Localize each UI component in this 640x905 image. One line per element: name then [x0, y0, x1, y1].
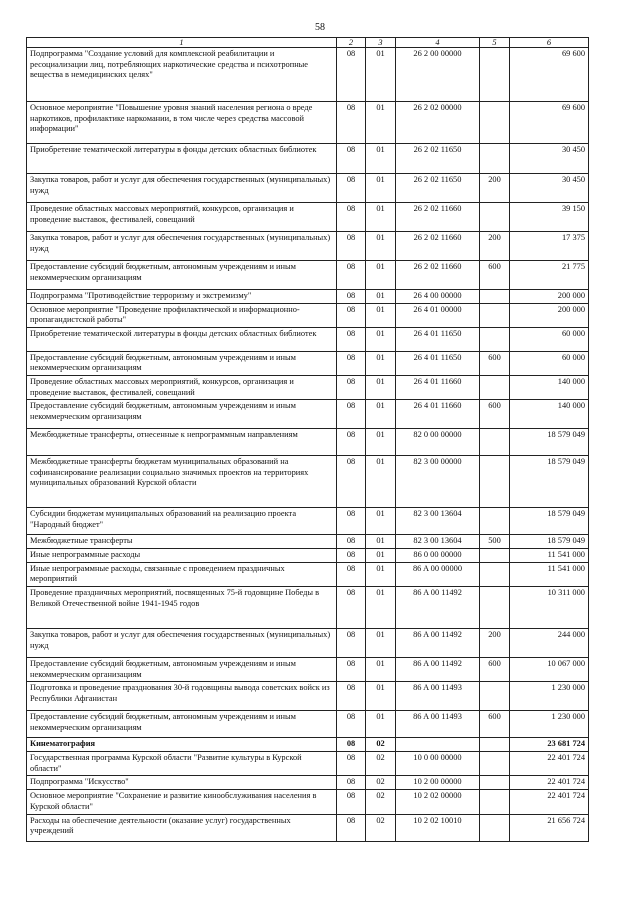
- cell-vr: 200: [480, 628, 510, 657]
- cell-vr: 500: [480, 535, 510, 549]
- cell-vr: [480, 303, 510, 327]
- cell-name: Закупка товаров, работ и услуг для обеспечения государственных (муниципальных) нужд: [27, 628, 337, 657]
- cell-sum: 244 000: [510, 628, 589, 657]
- table-row: [27, 456, 589, 508]
- cell-vr: [480, 508, 510, 535]
- cell-csr: 26 2 02 11650: [396, 144, 480, 174]
- table-row: [27, 102, 589, 144]
- cell-csr: 86 A 00 11493: [396, 711, 480, 738]
- cell-pr: 01: [366, 657, 396, 681]
- cell-pr: 01: [366, 562, 396, 586]
- cell-pr: 01: [366, 48, 396, 102]
- cell-rz: 08: [337, 290, 366, 304]
- cell-vr: [480, 102, 510, 144]
- cell-vr: [480, 682, 510, 711]
- cell-rz: 08: [337, 682, 366, 711]
- table-row: [27, 790, 589, 814]
- cell-name: Межбюджетные трансферты бюджетам муниципальных образований на софинансирование реализации социально значимых проектов на территориях муниципальных образований Курской области: [27, 456, 337, 508]
- table-row: [27, 738, 589, 752]
- cell-sum: 1 230 000: [510, 711, 589, 738]
- cell-rz: 08: [337, 657, 366, 681]
- cell-vr: [480, 290, 510, 304]
- cell-vr: 600: [480, 261, 510, 290]
- cell-pr: 01: [366, 351, 396, 375]
- table-row: [27, 429, 589, 456]
- cell-sum: 18 579 049: [510, 535, 589, 549]
- column-number-row: [27, 38, 589, 48]
- table-row: [27, 814, 589, 841]
- cell-sum: 21 656 724: [510, 814, 589, 841]
- cell-rz: 08: [337, 303, 366, 327]
- cell-pr: 01: [366, 290, 396, 304]
- cell-pr: 01: [366, 429, 396, 456]
- cell-vr: [480, 48, 510, 102]
- cell-sum: 11 541 000: [510, 548, 589, 562]
- cell-name: Подготовка и проведение празднования 30-й годовщины вывода советских войск из Республики Афганистан: [27, 682, 337, 711]
- cell-sum: 23 681 724: [510, 738, 589, 752]
- cell-sum: 21 775: [510, 261, 589, 290]
- cell-rz: 08: [337, 400, 366, 429]
- cell-vr: 600: [480, 711, 510, 738]
- cell-sum: 17 375: [510, 232, 589, 261]
- cell-vr: [480, 562, 510, 586]
- cell-name: Подпрограмма "Создание условий для комплексной реабилитации и ресоциализации лиц, потребляющих наркотические средства и психотропные вещества в немедицинских целях": [27, 48, 337, 102]
- cell-name: Основное мероприятие "Сохранение и развитие кинообслуживания населения в Курской области": [27, 790, 337, 814]
- cell-csr: 26 4 01 11660: [396, 375, 480, 399]
- cell-vr: [480, 456, 510, 508]
- cell-vr: 600: [480, 657, 510, 681]
- cell-name: Предоставление субсидий бюджетным, автономным учреждениям и иным некоммерческим организациям: [27, 657, 337, 681]
- cell-vr: [480, 752, 510, 776]
- table-row: [27, 48, 589, 102]
- table-row: [27, 548, 589, 562]
- column-number-2: 2: [337, 38, 366, 48]
- table-row: [27, 711, 589, 738]
- cell-rz: 08: [337, 174, 366, 203]
- table-row: [27, 327, 589, 351]
- cell-csr: 86 A 00 11492: [396, 657, 480, 681]
- cell-vr: 600: [480, 351, 510, 375]
- cell-sum: 30 450: [510, 144, 589, 174]
- table-row: [27, 400, 589, 429]
- cell-rz: 08: [337, 562, 366, 586]
- cell-csr: 86 A 00 11492: [396, 586, 480, 628]
- cell-name: Подпрограмма "Искусство": [27, 776, 337, 790]
- cell-sum: 140 000: [510, 400, 589, 429]
- table-row: [27, 261, 589, 290]
- cell-sum: 200 000: [510, 290, 589, 304]
- cell-csr: 82 3 00 13604: [396, 508, 480, 535]
- cell-name: Межбюджетные трансферты, отнесенные к непрограммным направлениям: [27, 429, 337, 456]
- cell-pr: 01: [366, 261, 396, 290]
- cell-pr: 01: [366, 144, 396, 174]
- table-row: [27, 628, 589, 657]
- table-row: [27, 752, 589, 776]
- column-number-5: 5: [480, 38, 510, 48]
- cell-pr: 01: [366, 711, 396, 738]
- table-row: [27, 586, 589, 628]
- cell-rz: 08: [337, 790, 366, 814]
- cell-name: Предоставление субсидий бюджетным, автономным учреждениям и иным некоммерческим организациям: [27, 351, 337, 375]
- cell-vr: [480, 814, 510, 841]
- cell-pr: 02: [366, 790, 396, 814]
- cell-rz: 08: [337, 752, 366, 776]
- cell-name: Иные непрограммные расходы, связанные с проведением праздничных мероприятий: [27, 562, 337, 586]
- cell-sum: 69 600: [510, 102, 589, 144]
- table-row: [27, 144, 589, 174]
- column-number-3: 3: [366, 38, 396, 48]
- table-row: [27, 682, 589, 711]
- cell-name: Подпрограмма "Противодействие терроризму и экстремизму": [27, 290, 337, 304]
- cell-sum: 69 600: [510, 48, 589, 102]
- cell-sum: 1 230 000: [510, 682, 589, 711]
- cell-csr: 26 4 00 00000: [396, 290, 480, 304]
- cell-name: Предоставление субсидий бюджетным, автономным учреждениям и иным некоммерческим организациям: [27, 400, 337, 429]
- table-row: [27, 232, 589, 261]
- cell-csr: 82 0 00 00000: [396, 429, 480, 456]
- cell-pr: 01: [366, 456, 396, 508]
- cell-sum: 10 311 000: [510, 586, 589, 628]
- table-row: [27, 776, 589, 790]
- cell-vr: 200: [480, 232, 510, 261]
- cell-name: Проведение праздничных мероприятий, посвященных 75-й годовщине Победы в Великой Отечественной войне 1941-1945 годов: [27, 586, 337, 628]
- cell-pr: 02: [366, 776, 396, 790]
- table-row: [27, 535, 589, 549]
- cell-pr: 01: [366, 400, 396, 429]
- cell-pr: 01: [366, 548, 396, 562]
- cell-vr: [480, 586, 510, 628]
- budget-table: [26, 37, 589, 842]
- cell-csr: 86 A 00 11492: [396, 628, 480, 657]
- cell-sum: 30 450: [510, 174, 589, 203]
- cell-vr: [480, 375, 510, 399]
- cell-name: Приобретение тематической литературы в фонды детских областных библиотек: [27, 327, 337, 351]
- cell-pr: 02: [366, 752, 396, 776]
- cell-csr: 26 2 00 00000: [396, 48, 480, 102]
- cell-csr: 26 4 01 00000: [396, 303, 480, 327]
- cell-rz: 08: [337, 711, 366, 738]
- cell-sum: 18 579 049: [510, 508, 589, 535]
- table-row: [27, 657, 589, 681]
- cell-sum: 140 000: [510, 375, 589, 399]
- cell-pr: 01: [366, 203, 396, 232]
- cell-rz: 08: [337, 535, 366, 549]
- cell-sum: 18 579 049: [510, 456, 589, 508]
- cell-name: Закупка товаров, работ и услуг для обеспечения государственных (муниципальных) нужд: [27, 232, 337, 261]
- cell-pr: 01: [366, 174, 396, 203]
- cell-sum: 22 401 724: [510, 752, 589, 776]
- cell-csr: 26 2 02 11660: [396, 261, 480, 290]
- cell-sum: 22 401 724: [510, 790, 589, 814]
- cell-csr: 26 2 02 00000: [396, 102, 480, 144]
- cell-csr: 26 4 01 11650: [396, 351, 480, 375]
- column-number-4: 4: [396, 38, 480, 48]
- cell-rz: 08: [337, 232, 366, 261]
- cell-sum: 60 000: [510, 327, 589, 351]
- cell-pr: 01: [366, 682, 396, 711]
- cell-rz: 08: [337, 456, 366, 508]
- cell-vr: 600: [480, 400, 510, 429]
- cell-vr: [480, 738, 510, 752]
- cell-rz: 08: [337, 102, 366, 144]
- cell-pr: 01: [366, 586, 396, 628]
- cell-csr: 86 A 00 11493: [396, 682, 480, 711]
- table-row: [27, 375, 589, 399]
- cell-rz: 08: [337, 203, 366, 232]
- cell-rz: 08: [337, 429, 366, 456]
- cell-vr: [480, 429, 510, 456]
- cell-vr: [480, 144, 510, 174]
- cell-vr: [480, 203, 510, 232]
- cell-sum: 11 541 000: [510, 562, 589, 586]
- table-row: [27, 351, 589, 375]
- cell-rz: 08: [337, 628, 366, 657]
- cell-name: Субсидии бюджетам муниципальных образований на реализацию проекта "Народный бюджет": [27, 508, 337, 535]
- cell-name: Проведение областных массовых мероприятий, конкурсов, организация и проведение выставок, фестивалей, совещаний: [27, 375, 337, 399]
- cell-csr: 82 3 00 13604: [396, 535, 480, 549]
- cell-rz: 08: [337, 508, 366, 535]
- cell-rz: 08: [337, 144, 366, 174]
- cell-pr: 01: [366, 102, 396, 144]
- cell-name: Основное мероприятие "Проведение профилактической и информационно-пропагандистской работы": [27, 303, 337, 327]
- cell-rz: 08: [337, 586, 366, 628]
- cell-rz: 08: [337, 738, 366, 752]
- cell-csr: 10 2 02 00000: [396, 790, 480, 814]
- cell-rz: 08: [337, 351, 366, 375]
- cell-sum: 10 067 000: [510, 657, 589, 681]
- cell-name: Кинематография: [27, 738, 337, 752]
- cell-csr: 26 4 01 11650: [396, 327, 480, 351]
- cell-sum: 200 000: [510, 303, 589, 327]
- cell-csr: 86 A 00 00000: [396, 562, 480, 586]
- table-row: [27, 303, 589, 327]
- cell-vr: 200: [480, 174, 510, 203]
- cell-csr: 10 2 02 10010: [396, 814, 480, 841]
- cell-pr: 01: [366, 303, 396, 327]
- table-row: [27, 290, 589, 304]
- cell-rz: 08: [337, 261, 366, 290]
- cell-name: Закупка товаров, работ и услуг для обеспечения государственных (муниципальных) нужд: [27, 174, 337, 203]
- cell-vr: [480, 790, 510, 814]
- table-row: [27, 174, 589, 203]
- cell-csr: 86 0 00 00000: [396, 548, 480, 562]
- cell-rz: 08: [337, 327, 366, 351]
- cell-pr: 02: [366, 738, 396, 752]
- cell-sum: 22 401 724: [510, 776, 589, 790]
- cell-name: Расходы на обеспечение деятельности (оказание услуг) государственных учреждений: [27, 814, 337, 841]
- cell-csr: 26 4 01 11660: [396, 400, 480, 429]
- cell-name: Предоставление субсидий бюджетным, автономным учреждениям и иным некоммерческим организациям: [27, 261, 337, 290]
- cell-pr: 01: [366, 535, 396, 549]
- cell-rz: 08: [337, 548, 366, 562]
- table-row: [27, 203, 589, 232]
- cell-rz: 08: [337, 814, 366, 841]
- cell-name: Проведение областных массовых мероприятий, конкурсов, организация и проведение выставок, фестивалей, совещаний: [27, 203, 337, 232]
- cell-rz: 08: [337, 776, 366, 790]
- cell-csr: 10 0 00 00000: [396, 752, 480, 776]
- table-row: [27, 508, 589, 535]
- cell-pr: 01: [366, 375, 396, 399]
- cell-csr: 26 2 02 11650: [396, 174, 480, 203]
- column-number-6: 6: [510, 38, 589, 48]
- cell-sum: 60 000: [510, 351, 589, 375]
- cell-pr: 01: [366, 628, 396, 657]
- cell-rz: 08: [337, 48, 366, 102]
- cell-sum: 18 579 049: [510, 429, 589, 456]
- cell-pr: 01: [366, 508, 396, 535]
- cell-name: Основное мероприятие "Повышение уровня знаний населения региона о вреде наркотиков, профилактике наркомании, в том числе через средства массовой информации": [27, 102, 337, 144]
- cell-vr: [480, 776, 510, 790]
- cell-csr: 26 2 02 11660: [396, 203, 480, 232]
- cell-name: Приобретение тематической литературы в фонды детских областных библиотек: [27, 144, 337, 174]
- cell-name: Иные непрограммные расходы: [27, 548, 337, 562]
- cell-pr: 01: [366, 232, 396, 261]
- cell-csr: 26 2 02 11660: [396, 232, 480, 261]
- cell-csr: 82 3 00 00000: [396, 456, 480, 508]
- cell-pr: 01: [366, 327, 396, 351]
- cell-sum: 39 150: [510, 203, 589, 232]
- cell-name: Межбюджетные трансферты: [27, 535, 337, 549]
- column-number-1: 1: [27, 38, 337, 48]
- cell-csr: 10 2 00 00000: [396, 776, 480, 790]
- page-number: 58: [315, 22, 325, 33]
- cell-csr: [396, 738, 480, 752]
- cell-vr: [480, 548, 510, 562]
- cell-pr: 02: [366, 814, 396, 841]
- cell-rz: 08: [337, 375, 366, 399]
- cell-vr: [480, 327, 510, 351]
- cell-name: Государственная программа Курской области "Развитие культуры в Курской области": [27, 752, 337, 776]
- cell-name: Предоставление субсидий бюджетным, автономным учреждениям и иным некоммерческим организациям: [27, 711, 337, 738]
- table-row: [27, 562, 589, 586]
